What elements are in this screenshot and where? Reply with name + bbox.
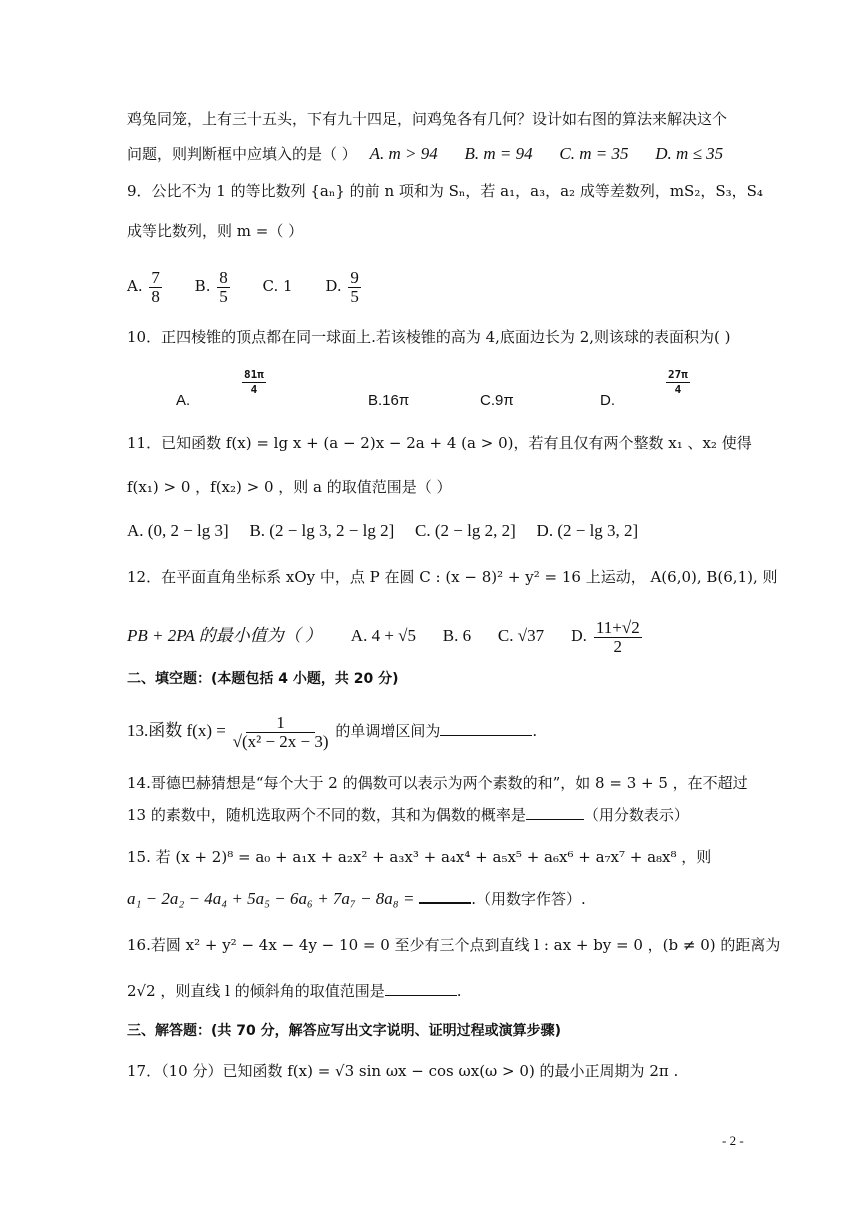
q13-numerator: 1: [246, 714, 315, 733]
q12-option-c: C. √37: [497, 626, 545, 645]
q9-option-d-denominator: 5: [350, 286, 359, 306]
q12-option-a: A. 4 + √5: [350, 626, 416, 645]
q9-option-b-numerator: 8: [219, 267, 228, 287]
q16-stem-text: 2√2 ，则直线 l 的倾斜角的取值范围是: [127, 982, 385, 1000]
q10-option-d-label: D.: [600, 392, 615, 409]
q9-option-d-fraction: [348, 269, 361, 306]
q14-answer-blank: [526, 805, 584, 820]
q12-stem-line1: 12．在平面直角坐标系 xOy 中，点 P 在圆 C : (x − 8)² + y² = 16 上运动， A(6,0), B(6,1), 则: [127, 568, 778, 586]
q9-option-a-denominator: 8: [151, 286, 160, 306]
q8-option-a: A. m > 94: [369, 144, 438, 163]
q15-expression: a₁ − 2a₂ − 4a₄ + 5a₅ − 6a₆ + 7a₇ − 8a₈ =: [127, 889, 415, 908]
q15-stem-line2: [127, 888, 586, 910]
q11-stem-line2: f(x₁) > 0 ，f(x₂) > 0 ，则 a 的取值范围是（ ）: [127, 478, 452, 496]
q8-stem-line2: [127, 143, 723, 165]
q9-option-b-fraction: [217, 269, 230, 306]
q9-options: [127, 264, 363, 308]
q11-option-a: A. (0, 2 − lg 3]: [127, 521, 229, 540]
q16-stem-line1: 16.若圆 x² + y² − 4x − 4y − 10 = 0 至少有三个点到直线 l : ax + by = 0 ，(b ≠ 0) 的距离为: [127, 936, 781, 954]
q9-option-c: C. 1: [262, 277, 293, 295]
q9-option-b-denominator: 5: [219, 286, 228, 306]
q14-stem-hint: （用分数表示）: [583, 806, 689, 824]
q13-suffix: 的单调增区间为: [335, 722, 441, 740]
section-solutions-heading: 三、解答题：(共 70 分，解答应写出文字说明、证明过程或演算步骤): [127, 1023, 562, 1039]
q10-option-c: C.9π: [480, 392, 514, 409]
q12-option-d-numerator: 11+√2: [595, 617, 640, 637]
q10-option-d-numerator: 27π: [668, 368, 688, 381]
q10-option-d-denominator: 4: [674, 383, 682, 396]
q11-stem-line1: 11．已知函数 f(x) = lg x + (a − 2)x − 2a + 4 (a > 0)，若有且仅有两个整数 x₁ 、x₂ 使得: [127, 434, 752, 452]
q13-denominator: √(x² − 2x − 3): [232, 731, 329, 751]
q10-option-a-label: A.: [176, 392, 191, 409]
q13-fraction: [233, 714, 329, 751]
q11-option-d: D. (2 − lg 3, 2]: [536, 521, 639, 540]
q13-answer-blank: [440, 721, 532, 736]
q16-end: .: [456, 982, 462, 1000]
q14-stem-line2: [127, 804, 689, 826]
q12-stem-line2: [127, 614, 644, 658]
q9-stem-line1: 9．公比不为 1 的等比数列 {aₙ} 的前 n 项和为 Sₙ，若 a₁，a₃，a₂ 成等差数列，mS₂，S₃，S₄: [127, 182, 763, 200]
q8-stem-line1: 鸡兔同笼，上有三十五头，下有九十四足，问鸡兔各有几何？设计如右图的算法来解决这个: [127, 110, 728, 128]
q12-option-d-fraction: [594, 619, 642, 656]
q10-option-d-fraction: [666, 368, 690, 397]
q16-stem-line2: [127, 980, 462, 1002]
q10-stem: 10．正四棱锥的顶点都在同一球面上.若该棱锥的高为 4,底面边长为 2,则该球的表面积为( ): [127, 328, 731, 346]
q16-answer-blank: [385, 981, 457, 996]
q13-line: [127, 708, 537, 754]
q10-option-a-numerator: 81π: [244, 368, 264, 381]
page-number: - 2 -: [722, 1133, 744, 1148]
q13-prefix: 13.函数 f(x) =: [127, 721, 226, 740]
q10-option-a-fraction: [242, 368, 266, 397]
q15-stem-line1: 15. 若 (x + 2)⁸ = a₀ + a₁x + a₂x² + a₃x³ + a₄x⁴ + a₅x⁵ + a₆x⁶ + a₇x⁷ + a₈x⁸ ，则: [127, 848, 712, 866]
q9-option-d-numerator: 9: [350, 267, 359, 287]
q12-option-b: B. 6: [442, 626, 472, 645]
q8-option-d: D. m ≤ 35: [655, 144, 724, 163]
q10-option-a-denominator: 4: [250, 383, 258, 396]
q9-stem-line2: 成等比数列，则 m =（ ）: [127, 222, 304, 240]
q9-option-b-label: B.: [194, 277, 211, 295]
q11-options: [127, 520, 638, 542]
q11-option-c: C. (2 − lg 2, 2]: [415, 521, 516, 540]
q12-option-d-label: D.: [570, 627, 588, 645]
q9-option-a-numerator: 7: [151, 267, 160, 287]
q8-option-b: B. m = 94: [464, 144, 533, 163]
q15-answer-blank: [419, 888, 471, 904]
q9-option-d-label: D.: [325, 277, 342, 295]
q14-stem-text: 13 的素数中，随机选取两个不同的数，其和为偶数的概率是: [127, 806, 526, 824]
section-fill-in-heading: 二、填空题：(本题包括 4 小题，共 20 分): [127, 671, 399, 687]
q12-stem-text: PB + 2PA 的最小值为（ ）: [127, 626, 323, 645]
q11-option-b: B. (2 − lg 3, 2 − lg 2]: [249, 521, 395, 540]
q8-stem-text: 问题，则判断框中应填入的是（ ）: [127, 145, 357, 163]
q13-end: .: [532, 722, 538, 740]
q8-option-c: C. m = 35: [559, 144, 629, 163]
q17-stem: 17．（10 分）已知函数 f(x) = √3 sin ωx − cos ωx(ω > 0) 的最小正周期为 2π .: [127, 1062, 679, 1080]
q15-hint: .（用数字作答）.: [471, 890, 586, 908]
q9-option-a-fraction: [149, 269, 162, 306]
q9-option-a-label: A.: [127, 277, 143, 295]
q10-option-b: B.16π: [368, 392, 410, 409]
q14-stem-line1: 14.哥德巴赫猜想是“每个大于 2 的偶数可以表示为两个素数的和”，如 8 = 3 + 5 ，在不超过: [127, 774, 748, 792]
q12-option-d-denominator: 2: [613, 636, 623, 656]
